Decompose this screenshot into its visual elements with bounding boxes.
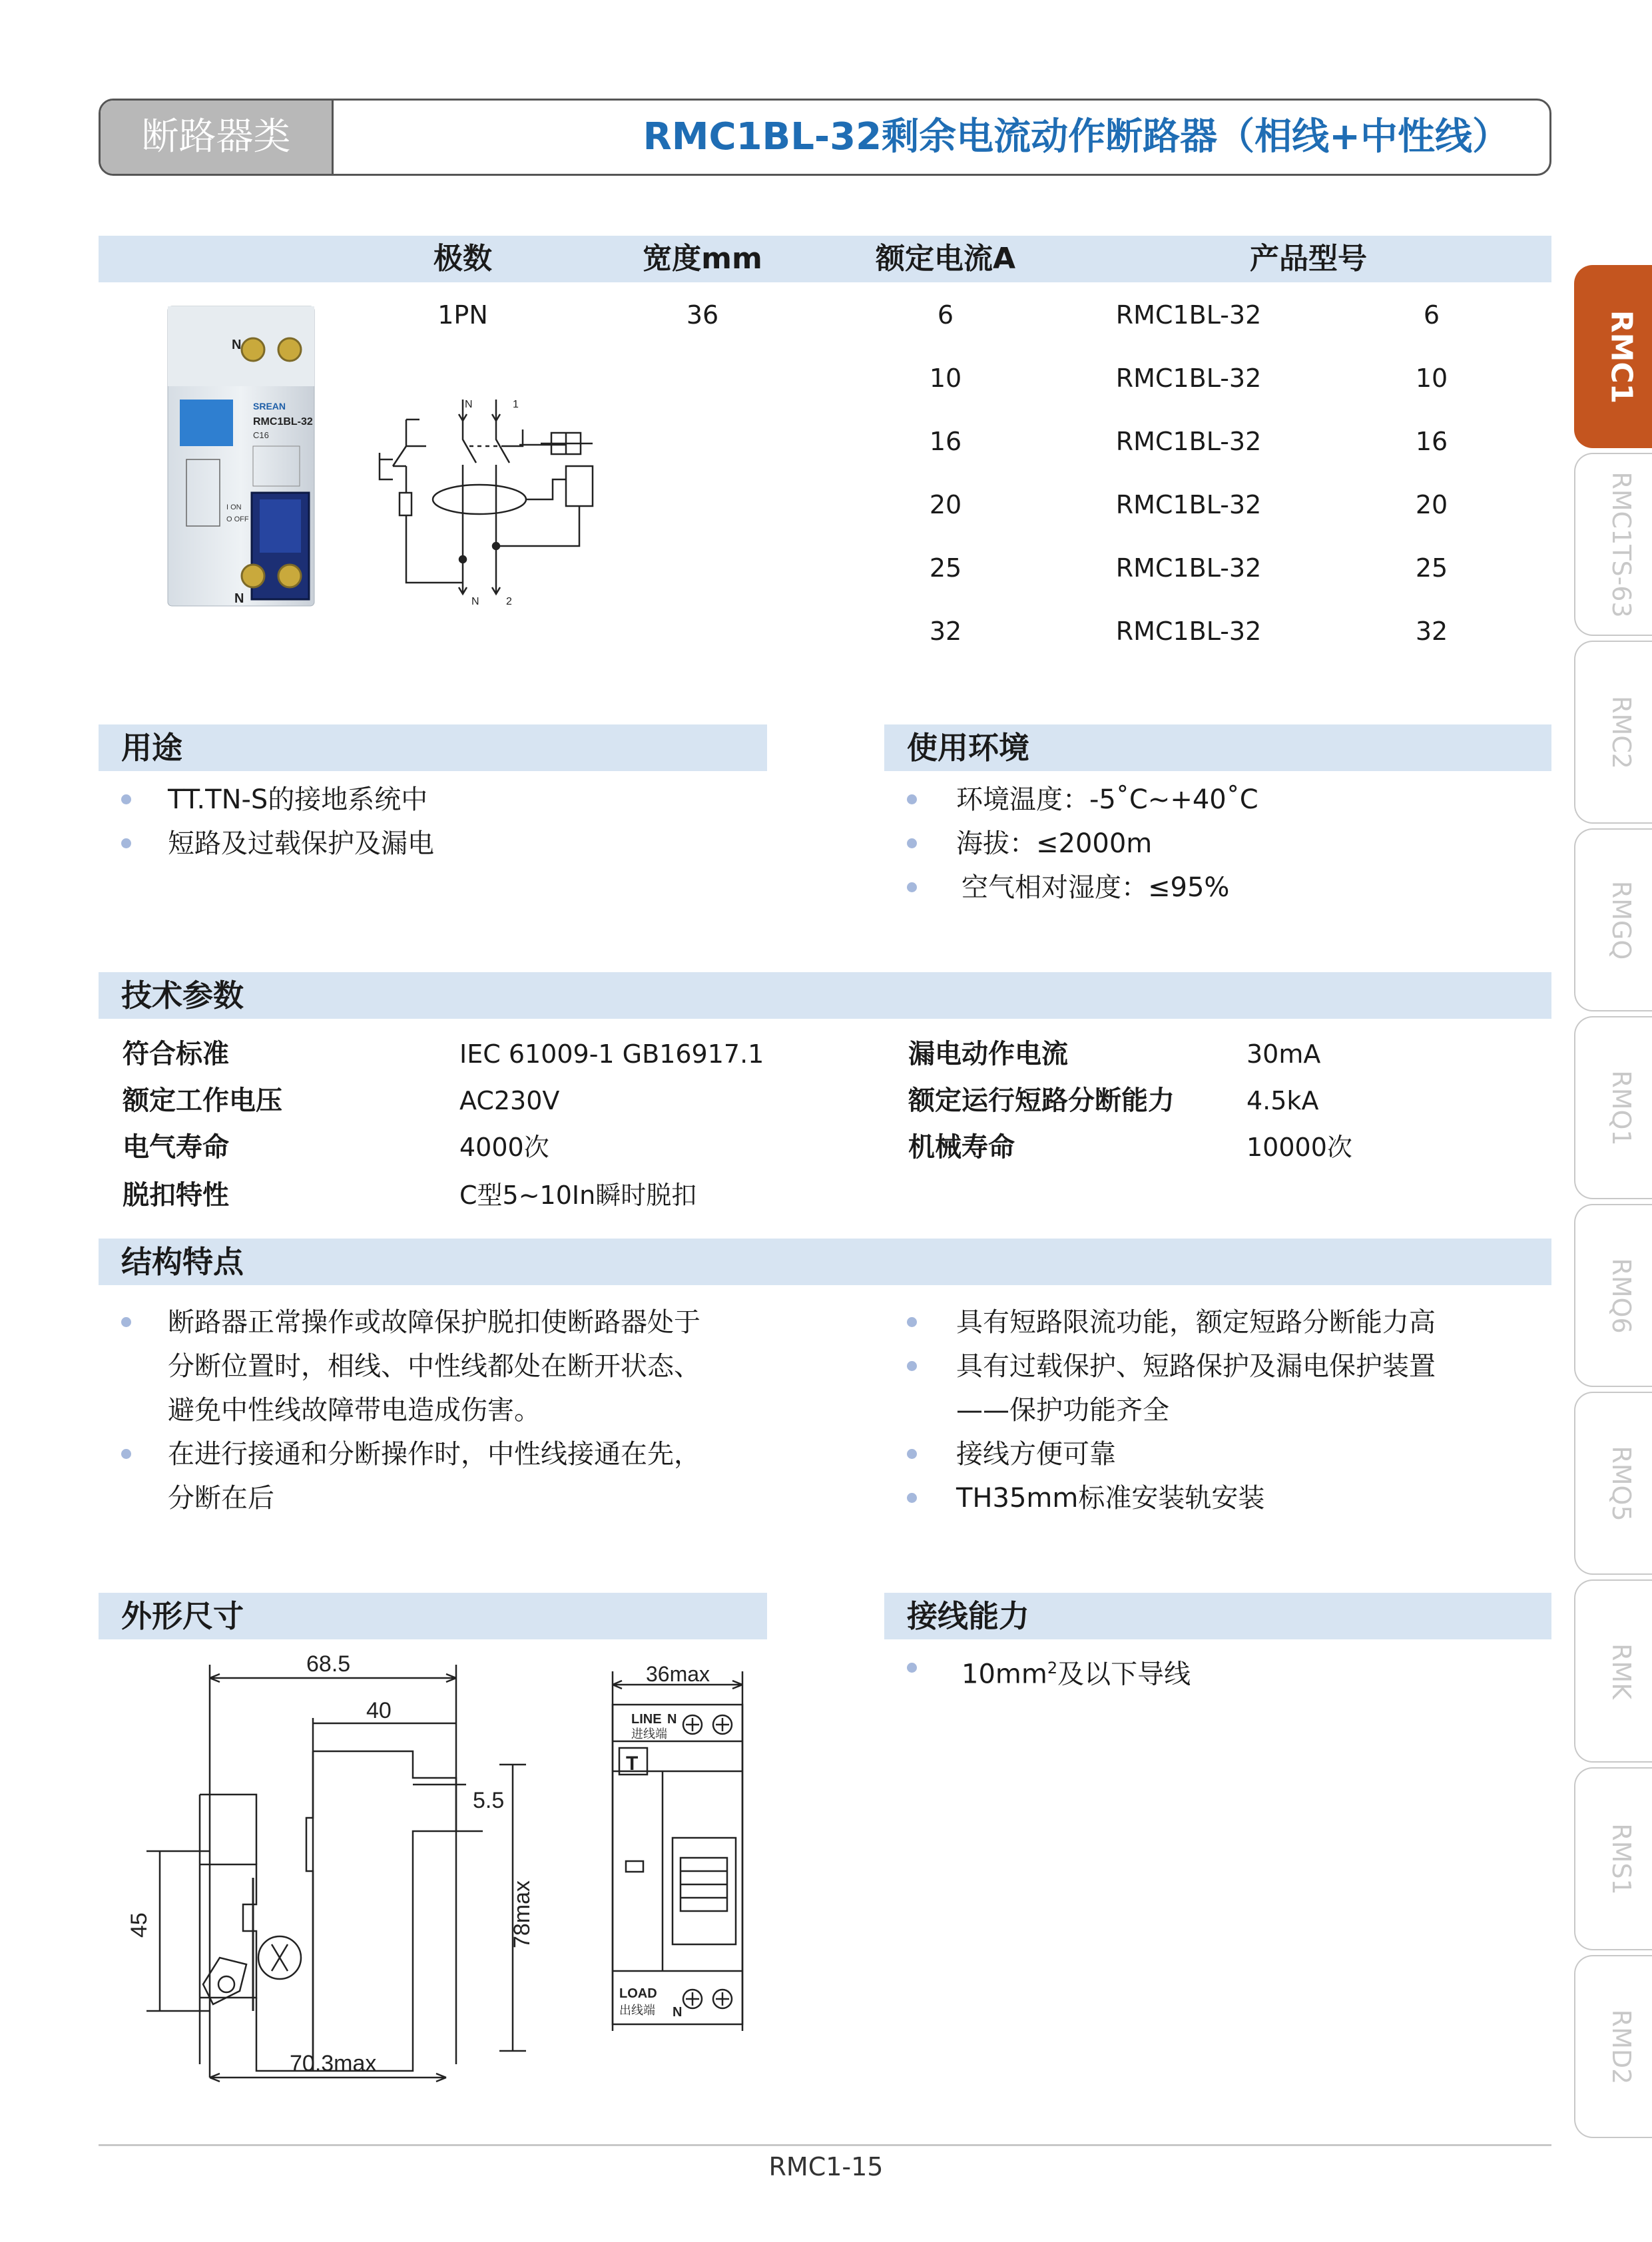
bullet bbox=[121, 1317, 131, 1327]
line-label: LINE bbox=[631, 1712, 662, 1727]
usage-item: TT.TN-S的接地系统中 bbox=[168, 784, 428, 815]
param-key: 机械寿命 bbox=[908, 1132, 1015, 1163]
bullet bbox=[907, 882, 917, 892]
wiring-section-title: 接线能力 bbox=[884, 1593, 1551, 1639]
side-tab-rmc1ts-63[interactable]: RMC1TS-63 bbox=[1574, 453, 1652, 636]
page-title: RMC1BL-32剩余电流动作断路器（相线+中性线） bbox=[643, 115, 1510, 158]
circuit-label-n-bottom: N bbox=[471, 596, 479, 606]
environment-item: 空气相对湿度：≤95% bbox=[962, 872, 1230, 903]
environment-item: 环境温度：-5˚C~+40˚C bbox=[956, 784, 1258, 815]
cell-rating: 6 bbox=[1423, 300, 1440, 330]
cell-current: 6 bbox=[937, 300, 954, 330]
structure-line: ——保护功能齐全 bbox=[956, 1395, 1169, 1426]
structure-section-title: 结构特点 bbox=[99, 1239, 1551, 1285]
cell-current: 25 bbox=[929, 553, 962, 583]
cell-rating: 25 bbox=[1415, 553, 1448, 583]
col-model: 产品型号 bbox=[1250, 242, 1367, 276]
cell-current: 20 bbox=[929, 490, 962, 519]
circuit-label-n-top: N bbox=[465, 399, 473, 410]
side-tab-rmd2[interactable]: RMD2 bbox=[1574, 1955, 1652, 2138]
circuit-label-1: 1 bbox=[513, 399, 519, 410]
param-value: 4000次 bbox=[459, 1133, 549, 1162]
cell-current: 32 bbox=[929, 617, 962, 646]
bullet bbox=[907, 838, 917, 848]
wiring-item: $10mm^2$及以下导线 bbox=[962, 1659, 1191, 1690]
side-tab-rmk[interactable]: RMK bbox=[1574, 1579, 1652, 1763]
brand-label: SREAN bbox=[253, 401, 286, 412]
bullet bbox=[121, 1449, 131, 1459]
col-poles: 极数 bbox=[433, 242, 492, 276]
cell-model: RMC1BL-32 bbox=[1115, 617, 1262, 646]
cell-current: 10 bbox=[929, 364, 962, 393]
structure-line: 分断在后 bbox=[168, 1483, 274, 1514]
dimensions-section-title: 外形尺寸 bbox=[99, 1593, 767, 1639]
side-tab-rmgq[interactable]: RMGQ bbox=[1574, 828, 1652, 1011]
dimension-drawing-front bbox=[599, 1658, 772, 2044]
page-header bbox=[99, 99, 1551, 176]
bullet bbox=[907, 1317, 917, 1327]
dim-40-label: 40 bbox=[366, 1698, 392, 1723]
col-current: 额定电流A bbox=[875, 242, 1016, 276]
param-key: 漏电动作电流 bbox=[908, 1039, 1068, 1069]
bullet bbox=[907, 1449, 917, 1459]
dim-total-label: 68.5 bbox=[306, 1651, 351, 1677]
structure-line: 具有过载保护、短路保护及漏电保护装置 bbox=[956, 1351, 1436, 1382]
side-tab-rmc2[interactable]: RMC2 bbox=[1574, 641, 1652, 824]
cell-model: RMC1BL-32 bbox=[1115, 490, 1262, 519]
bullet bbox=[907, 794, 917, 804]
param-value: C型5~10In瞬时脱扣 bbox=[459, 1181, 697, 1210]
t-button-label: T bbox=[626, 1753, 639, 1775]
col-width: 宽度mm bbox=[643, 242, 762, 276]
structure-line: 在进行接通和分断操作时，中性线接通在先， bbox=[168, 1439, 700, 1470]
category-label: 断路器类 bbox=[101, 101, 334, 174]
product-image bbox=[153, 300, 333, 613]
cell-model: RMC1BL-32 bbox=[1115, 300, 1262, 330]
switch-off-label: O OFF bbox=[226, 515, 249, 523]
cell-rating: 16 bbox=[1415, 427, 1448, 456]
param-key: 电气寿命 bbox=[123, 1132, 229, 1163]
load-n-label: N bbox=[673, 2005, 683, 2020]
terminal-bottom-label: N bbox=[234, 591, 244, 606]
rating-label: C16 bbox=[253, 430, 269, 440]
environment-item: 海拔：≤2000m bbox=[956, 828, 1153, 859]
param-key: 符合标准 bbox=[123, 1039, 229, 1069]
param-key: 额定工作电压 bbox=[123, 1085, 282, 1116]
side-tab-rmq5[interactable]: RMQ5 bbox=[1574, 1392, 1652, 1575]
structure-line: 避免中性线故障带电造成伤害。 bbox=[168, 1395, 541, 1426]
side-tab-rms1[interactable]: RMS1 bbox=[1574, 1767, 1652, 1950]
terminal-top-label: N bbox=[232, 338, 242, 352]
param-value: IEC 61009-1 GB16917.1 bbox=[459, 1039, 764, 1069]
page-number: RMC1-15 bbox=[768, 2152, 884, 2181]
cell-model: RMC1BL-32 bbox=[1115, 364, 1262, 393]
param-key: 额定运行短路分断能力 bbox=[908, 1085, 1175, 1116]
dim-45-label: 45 bbox=[127, 1912, 152, 1938]
cell-model: RMC1BL-32 bbox=[1115, 553, 1262, 583]
model-label: RMC1BL-32 bbox=[253, 416, 313, 427]
bullet bbox=[121, 794, 131, 804]
cell-current: 16 bbox=[929, 427, 962, 456]
side-tab-rmq1[interactable]: RMQ1 bbox=[1574, 1016, 1652, 1199]
cell-rating: 10 bbox=[1415, 364, 1448, 393]
bullet bbox=[907, 1663, 917, 1673]
side-tab-rmq6[interactable]: RMQ6 bbox=[1574, 1204, 1652, 1387]
bullet bbox=[907, 1361, 917, 1371]
param-key: 脱扣特性 bbox=[123, 1180, 229, 1211]
dim-703-label: 70.3max bbox=[290, 2051, 377, 2076]
circuit-diagram bbox=[366, 393, 606, 606]
structure-line: 接线方便可靠 bbox=[956, 1439, 1116, 1470]
circuit-label-2: 2 bbox=[506, 596, 512, 606]
line-cn-label: 进线端 bbox=[631, 1727, 667, 1741]
usage-section-title: 用途 bbox=[99, 724, 767, 771]
param-value: 30mA bbox=[1246, 1039, 1321, 1069]
bullet bbox=[907, 1493, 917, 1503]
switch-on-label: I ON bbox=[226, 503, 242, 511]
dim-55-label: 5.5 bbox=[473, 1788, 505, 1813]
environment-section-title: 使用环境 bbox=[884, 724, 1551, 771]
dimension-drawing-side bbox=[113, 1651, 566, 2091]
load-cn-label: 出线端 bbox=[619, 2004, 655, 2017]
param-value: AC230V bbox=[459, 1086, 560, 1115]
structure-line: 断路器正常操作或故障保护脱扣使断路器处于 bbox=[168, 1307, 700, 1338]
line-n-label: N bbox=[667, 1712, 677, 1727]
footer-divider bbox=[99, 2144, 1551, 2146]
cell-model: RMC1BL-32 bbox=[1115, 427, 1262, 456]
cell-width: 36 bbox=[686, 300, 719, 330]
bullet bbox=[121, 838, 131, 848]
usage-item: 短路及过载保护及漏电 bbox=[168, 828, 434, 859]
structure-line: TH35mm标准安装轨安装 bbox=[956, 1483, 1265, 1514]
tech-section-title: 技术参数 bbox=[99, 972, 1551, 1019]
cell-poles: 1PN bbox=[437, 300, 488, 330]
cell-rating: 20 bbox=[1415, 490, 1448, 519]
dim-78-label: 78max bbox=[509, 1880, 535, 1949]
structure-line: 具有短路限流功能，额定短路分断能力高 bbox=[956, 1307, 1436, 1338]
dim-36-label: 36max bbox=[646, 1662, 710, 1686]
load-label: LOAD bbox=[619, 1986, 657, 2001]
structure-line: 分断位置时，相线、中性线都处在断开状态、 bbox=[168, 1351, 700, 1382]
param-value: 4.5kA bbox=[1246, 1086, 1319, 1115]
cell-rating: 32 bbox=[1415, 617, 1448, 646]
param-value: 10000次 bbox=[1246, 1133, 1352, 1162]
side-tab-rmc1[interactable]: RMC1 bbox=[1574, 265, 1652, 448]
